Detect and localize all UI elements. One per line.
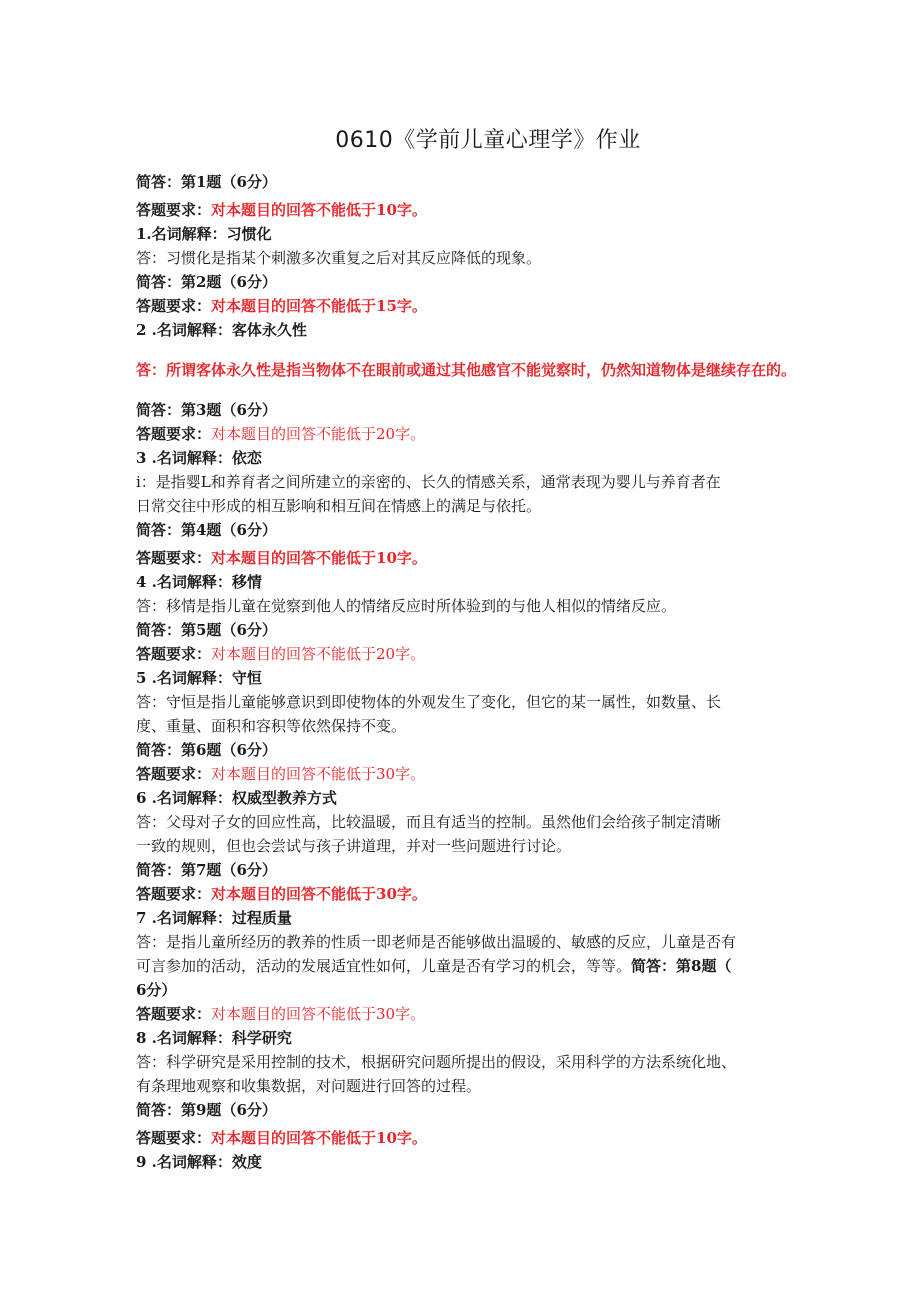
- term-title: 2 .名词解释：客体永久性: [136, 321, 307, 339]
- question-header: 简答：第6题（6分）: [136, 741, 277, 759]
- question-header: 简答：第4题（6分）: [136, 521, 277, 539]
- answer-text: 答：守恒是指儿童能够意识到即使物体的外观发生了变化，但它的某一属性，如数量、长: [136, 693, 722, 711]
- answer-text: 答：移情是指儿童在觉察到他人的情绪反应时所体验到的与他人相似的情绪反应。: [136, 597, 677, 615]
- question-header: 简答：第1题（6分）: [136, 173, 277, 191]
- term-title: 8 .名词解释：科学研究: [136, 1029, 292, 1047]
- term-title: 4 .名词解释：移情: [136, 573, 262, 591]
- requirement-text: 对本题目的回答不能低于30字。: [211, 885, 427, 903]
- answer-text: i：是指婴L和养育者之间所建立的亲密的、长久的情感关系，通常表现为婴儿与养育者在: [136, 473, 721, 491]
- answer-text: 度、重量、面积和容积等依然保持不变。: [136, 717, 407, 735]
- answer-text: 答：父母对子女的回应性高，比较温暖，而且有适当的控制。虽然他们会给孩子制定清晰: [136, 813, 722, 831]
- term-title: 9 .名词解释：效度: [136, 1153, 262, 1171]
- term-title: 3 .名词解释：依恋: [136, 449, 262, 467]
- answer-requirement: [136, 642, 826, 666]
- answer-requirement: [136, 1126, 826, 1150]
- requirement-text: 对本题目的回答不能低于10字。: [211, 1129, 427, 1147]
- answer-requirement: [136, 198, 826, 222]
- requirement-label: 答题要求：: [136, 549, 212, 567]
- question-header: 简答：第5题（6分）: [136, 621, 277, 639]
- requirement-text: 对本题目的回答不能低于20字。: [211, 645, 426, 663]
- requirement-label: 答题要求：: [136, 201, 212, 219]
- requirement-text: 对本题目的回答不能低于10字。: [211, 201, 427, 219]
- answer-requirement: [136, 294, 826, 318]
- question-header: 简答：第2题（6分）: [136, 273, 277, 291]
- answer-text: 答：所谓客体永久性是指当物体不在眼前或通过其他感官不能觉察时，仍然知道物体是继续存在的。: [136, 361, 797, 379]
- answer-requirement: [136, 882, 826, 906]
- question-header: 简答：第7题（6分）: [136, 861, 277, 879]
- answer-text: 答：是指儿童所经历的教养的性质一即老师是否能够做出温暖的、敏感的反应，儿童是否有: [136, 933, 737, 951]
- answer-text-segment: 可言参加的活动，活动的发展适宜性如何，儿童是否有学习的机会，等等。: [136, 957, 632, 975]
- question-header: 简答：第9题（6分）: [136, 1101, 277, 1119]
- term-title: 5 .名词解释：守恒: [136, 669, 262, 687]
- term-title: 7 .名词解释：过程质量: [136, 909, 292, 927]
- requirement-text: 对本题目的回答不能低于30字。: [211, 765, 426, 783]
- requirement-label: 答题要求：: [136, 297, 212, 315]
- answer-requirement: [136, 1002, 826, 1026]
- answer-text: 答：科学研究是采用控制的技术，根据研究问题所提出的假设，采用科学的方法系统化地、: [136, 1053, 737, 1071]
- requirement-label: 答题要求：: [136, 425, 212, 443]
- requirement-label: 答题要求：: [136, 765, 212, 783]
- requirement-label: 答题要求：: [136, 1005, 212, 1023]
- answer-text: [136, 954, 826, 978]
- answer-text: 日常交往中形成的相互影响和相互间在情感上的满足与依托。: [136, 497, 542, 515]
- answer-requirement: [136, 762, 826, 786]
- answer-text: 一致的规则，但也会尝试与孩子讲道理，并对一些问题进行讨论。: [136, 837, 572, 855]
- question-header: 简答：第3题（6分）: [136, 401, 277, 419]
- requirement-text: 对本题目的回答不能低于10字。: [211, 549, 427, 567]
- requirement-text: 对本题目的回答不能低于30字。: [211, 1005, 426, 1023]
- answer-requirement: [136, 546, 826, 570]
- term-title: 1.名词解释：习惯化: [136, 225, 272, 243]
- answer-requirement: [136, 422, 826, 446]
- document-page: [136, 126, 826, 1174]
- requirement-text: 对本题目的回答不能低于20字。: [211, 425, 426, 443]
- answer-text: 答：习惯化是指某个刺激多次重复之后对其反应降低的现象。: [136, 249, 542, 267]
- question-header-continued: 6分）: [136, 981, 177, 999]
- document-title: 0610《学前儿童心理学》作业: [335, 128, 641, 153]
- requirement-label: 答题要求：: [136, 1129, 212, 1147]
- requirement-text: 对本题目的回答不能低于15字。: [211, 297, 427, 315]
- answer-text: 有条理地观察和收集数据，对问题进行回答的过程。: [136, 1077, 482, 1095]
- question-header: 简答：第8题（: [631, 957, 732, 975]
- requirement-label: 答题要求：: [136, 885, 212, 903]
- term-title: 6 .名词解释：权威型教养方式: [136, 789, 337, 807]
- requirement-label: 答题要求：: [136, 645, 212, 663]
